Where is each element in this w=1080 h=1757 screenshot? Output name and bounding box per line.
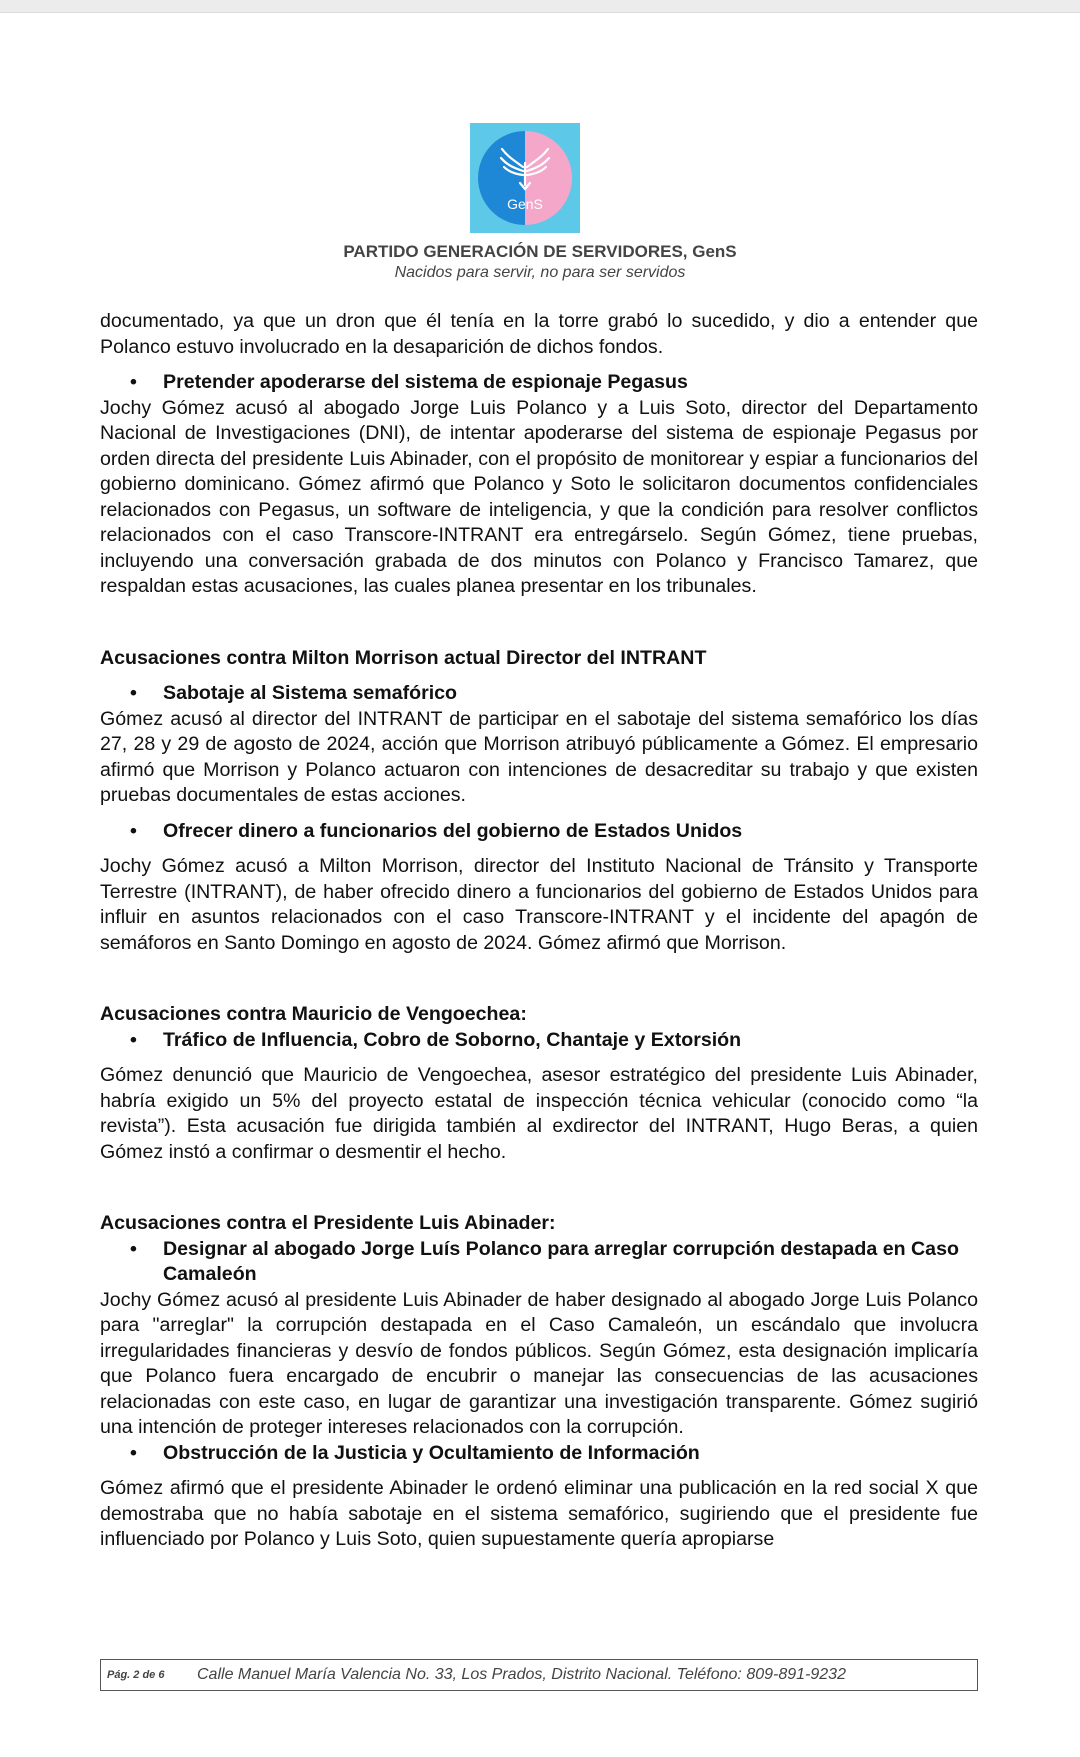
trafico-paragraph: Gómez denunció que Mauricio de Vengoechea, asesor estratégico del presidente Luis Abinader, habría exigido un 5% del proyecto estatal de inspección técnica vehicular (conocido como “la revista”). Esta acusación fue dirigida también al exdirector del INTRANT, Hugo Beras, a quien Gómez instó a confirmar o desmentir el hecho. <box>100 1064 978 1163</box>
bullet-text: Pretender apoderarse del sistema de espionaje Pegasus <box>163 371 688 393</box>
bullet-text: Ofrecer dinero a funcionarios del gobierno de Estados Unidos <box>163 819 743 842</box>
bullet-text: Designar al abogado Jorge Luís Polanco para arreglar corrupción destapada en Caso Camaleón <box>163 1237 959 1285</box>
intro-paragraph: documentado, ya que un dron que él tenía en la torre grabó lo sucedido, y dio a entender que Polanco estuvo involucrado en la desaparición de dichos fondos. <box>100 310 978 358</box>
bullet-trafico <box>100 1028 978 1054</box>
gens-logo-graphic <box>470 123 580 233</box>
sabotaje-paragraph: Gómez acusó al director del INTRANT de participar en el sabotaje del sistema semafórico los días 27, 28 y 29 de agosto de 2024, acción que Morrison atribuyó públicamente a Gómez. El empresario afirmó que Morrison y Polanco actuaron con intenciones de desacreditar su trabajo y que existen pruebas documentales de estas acciones. <box>100 707 978 806</box>
page-footer <box>100 1659 978 1691</box>
heading-abinader: Acusaciones contra el Presidente Luis Abinader: <box>100 1212 556 1234</box>
bullet-text: Tráfico de Influencia, Cobro de Soborno, Chantaje y Extorsión <box>163 1028 742 1051</box>
org-tagline: Nacidos para servir, no para ser servidos <box>394 264 686 281</box>
designar-paragraph: Jochy Gómez acusó al presidente Luis Abinader de haber designado al abogado Jorge Luis Polanco para "arreglar" la corrupción destapada en el Caso Camaleón, un escándalo que involucra irregularidades financieras y desvío de fondos públicos. Según Gómez, esta designación implicaría que Polanco fuera encargado de encubrir o manejar las consecuencias de las acusaciones relacionadas con este caso, en lugar de garantizar una investigación transparente. Gómez sugirió una intención de proteger intereses relacionados con la corrupción. <box>100 1288 978 1438</box>
dinero-paragraph: Jochy Gómez acusó a Milton Morrison, director del Instituto Nacional de Tránsito y Transporte Terrestre (INTRANT), de haber ofrecido dinero a funcionarios del gobierno de Estados Unidos para influir en asuntos relacionados con el caso Transcore-INTRANT y el incidente del apagón de semáforos en Santo Domingo en agosto de 2024. Gómez afirmó que Morrison. <box>100 855 978 954</box>
bullet-pegasus <box>100 370 978 396</box>
pegasus-paragraph: Jochy Gómez acusó al abogado Jorge Luis Polanco y a Luis Soto, director del Departamento Nacional de Investigaciones (DNI), de intentar apoderarse del sistema de espionaje Pegasus por orden directa del presidente Luis Abinader, con el propósito de monitorear y espiar a funcionarios del gobierno dominicano. Gómez afirmó que Polanco y Soto le solicitaron documentos confidenciales relacionados con Pegasus, un software de inteligencia, y que la condición para resolver conflictos relacionados con el caso Transcore-INTRANT era entregárselo. Según Gómez, tiene pruebas, incluyendo una conversación grabada de dos minutos con Polanco y Francisco Tamarez, que respaldan estas acusaciones, las cuales planea presentar en los tribunales. <box>100 396 978 597</box>
bullet-dot: • <box>130 1237 137 1260</box>
heading-morrison: Acusaciones contra Milton Morrison actual Director del INTRANT <box>100 646 707 669</box>
bullet-designar <box>100 1237 978 1288</box>
bullet-dot: • <box>130 682 137 704</box>
heading-vengoechea: Acusaciones contra Mauricio de Vengoechea: <box>100 1003 527 1025</box>
svg-text:GenS: GenS <box>507 196 543 212</box>
bullet-text: Sabotaje al Sistema semafórico <box>163 682 458 704</box>
bullet-dot: • <box>130 371 137 393</box>
footer-address: Calle Manuel María Valencia No. 33, Los Prados, Distrito Nacional. Teléfono: 809-891-9232 <box>197 1666 846 1683</box>
bullet-text: Obstrucción de la Justicia y Ocultamiento de Información <box>163 1441 700 1464</box>
bullet-dot: • <box>130 1441 137 1464</box>
page-number: Pág. 2 de 6 <box>107 1669 165 1681</box>
bullet-obstruccion <box>100 1441 978 1467</box>
org-name: PARTIDO GENERACIÓN DE SERVIDORES, GenS <box>343 242 737 261</box>
document-body <box>100 309 978 1553</box>
top-bar <box>0 0 1080 13</box>
obstruccion-paragraph: Gómez afirmó que el presidente Abinader le ordenó eliminar una publicación en la red social X que demostraba que no había sabotaje en el sistema semafórico, sugiriendo que el presidente fue influenciado por Polanco y Luis Soto, quien supuestamente quería apropiarse <box>100 1477 978 1550</box>
bullet-dinero <box>100 819 978 845</box>
bullet-sabotaje <box>100 681 978 707</box>
bullet-dot: • <box>130 1028 137 1051</box>
gens-logo <box>470 123 580 233</box>
bullet-dot: • <box>130 819 137 842</box>
